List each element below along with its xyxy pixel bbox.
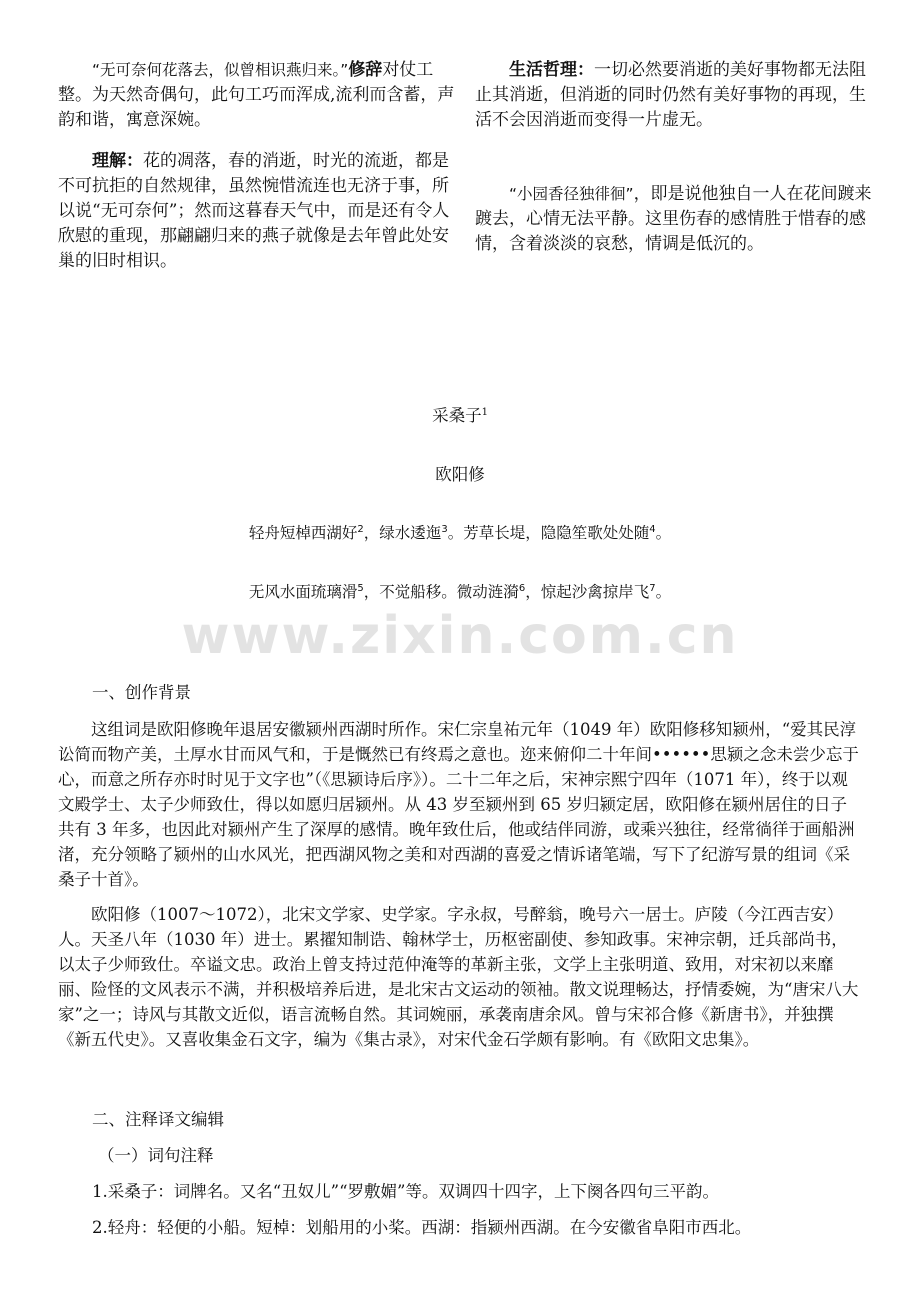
poem-author: 欧阳修 [435,465,485,484]
wander-paragraph [475,182,875,257]
philosophy-text: 一切必然要消逝的美好事物都无法阻止其消逝，但消逝的同时仍然有美好事物的再现，生活不会因消逝而变得一片虚无。 [475,60,866,130]
quote-text: “无可奈何花落去，似曾相识燕归来。” [92,61,349,79]
philosophy-label: 生活哲理： [509,60,594,80]
section-heading: 一、创作背景 [92,683,191,702]
verse-segment: 轻舟短棹西湖好 [248,524,358,542]
right-column [475,58,875,257]
note-item: 2.轻舟：轻便的小船。短棹：划船用的小桨。西湖：指颍州西湖。在今安徽省阜阳市西北。 [92,1218,752,1237]
poem-line-2 [0,580,920,602]
wander-text: ，即是说他独自一人在花间踱来踱去，心情无法平静。这里伤春的感情胜于惜春的感情，含着淡淡的哀愁，情调是低沉的。 [475,184,872,254]
footnote-marker: 5 [357,583,364,594]
verse-segment: 无风水面琉璃滑 [248,583,358,601]
watermark: www.zixin.com.cn [181,606,739,666]
footnote-marker: 2 [357,524,364,535]
poem-title-note: 1 [481,407,488,418]
understanding-paragraph [58,149,456,274]
rhetoric-text: 对仗工整。为天然奇偶句，此句工巧而浑成,流利而含蓄，声韵和谐，寓意深婉。 [58,60,455,130]
footnote-marker: 4 [649,524,656,535]
section-background [58,680,863,1052]
understanding-label: 理解： [92,151,143,171]
background-paragraph: 这组词是欧阳修晚年退居安徽颍州西湖时所作。宋仁宗皇祐元年（1049 年）欧阳修移知颍州，“爱其民淳讼简而物产美，土厚水甘而风气和，于是慨然已有终焉之意也。迩来俯仰二十年间••••••思颍之念未尝少忘于心，而意之所存亦时时见于文字也”（《思颍诗后序》）。二十二年之后，宋神宗熙宁四年（1071 年），终于以观文殿学士、太子少师致仕，得以如愿归居颍州。从 43 岁至颍州到 65 岁归颍定居，欧阳修在颍州居住的日子共有 3 年多，也因此对颍州产生了深厚的感情。晚年致仕后，他或结伴同游，或乘兴独往，经常徜徉于画船洲渚，充分领略了颍州的山水风光，把西湖风物之美和对西湖的喜爱之情诉诸笔端，写下了纪游写景的组词《采桑子十首》。 [58,720,859,889]
author-bio-paragraph: 欧阳修（1007～1072），北宋文学家、史学家。字永叔，号醉翁，晚号六一居士。庐陵（今江西吉安）人。天圣八年（1030 年）进士。累擢知制诰、翰林学士，历枢密副使、参知政事。宋神宗朝，迁兵部尚书，以太子少师致仕。卒谥文忠。政治上曾支持过范仲淹等的革新主张，文学上主张明道、致用，对宋初以来靡丽、险怪的文风表示不满，并积极培养后进，是北宋古文运动的领袖。散文说理畅达，抒情委婉，为“唐宋八大家”之一；诗风与其散文近似，语言流畅自然。其词婉丽，承袭南唐余风。曾与宋祁合修《新唐书》，并独撰《新五代史》。又喜收集金石文字，编为《集古录》，对宋代金石学颇有影响。有《欧阳文忠集》。 [58,905,859,1049]
footnote-marker: 6 [518,583,526,594]
notes-subheading: （一）词句注释 [98,1146,214,1165]
section-heading: 二、注释译文编辑 [92,1110,224,1129]
philosophy-paragraph [475,58,875,133]
verse-segment: ，惊起沙禽掠岸飞 [525,583,650,601]
understanding-text: 花的凋落，春的消逝，时光的流逝，都是不可抗拒的自然规律，虽然惋惜流连也无济于事，所以说“无可奈何”；然而这暮春天气中，而是还有令人欣慰的重现，那翩翩归来的燕子就像是去年曾此处安巢的旧时相识。 [58,151,450,271]
footnote-marker: 7 [649,583,656,594]
left-column [58,58,456,274]
footnote-marker: 3 [441,524,448,535]
verse-segment: 。 [655,524,672,542]
verse-segment: 。 [655,583,672,601]
poem-title-text: 采桑子 [432,406,482,425]
poem-line-1 [0,521,920,543]
verse-segment: 。芳草长堤，隐隐笙歌处处随 [447,524,650,542]
verse-segment: ，绿水逶迤 [363,524,442,542]
poem-title [0,402,920,426]
rhetoric-paragraph [58,58,456,133]
verse-segment: ，不觉船移。微动涟漪 [363,583,519,601]
rhetoric-label: 修辞 [348,60,383,80]
wander-quote: “小园香径独徘徊” [509,185,634,203]
note-item: 1.采桑子：词牌名。又名“丑奴儿”“罗敷媚”等。双调四十四字，上下阕各四句三平韵。 [92,1182,719,1201]
section-notes [58,1107,863,1240]
